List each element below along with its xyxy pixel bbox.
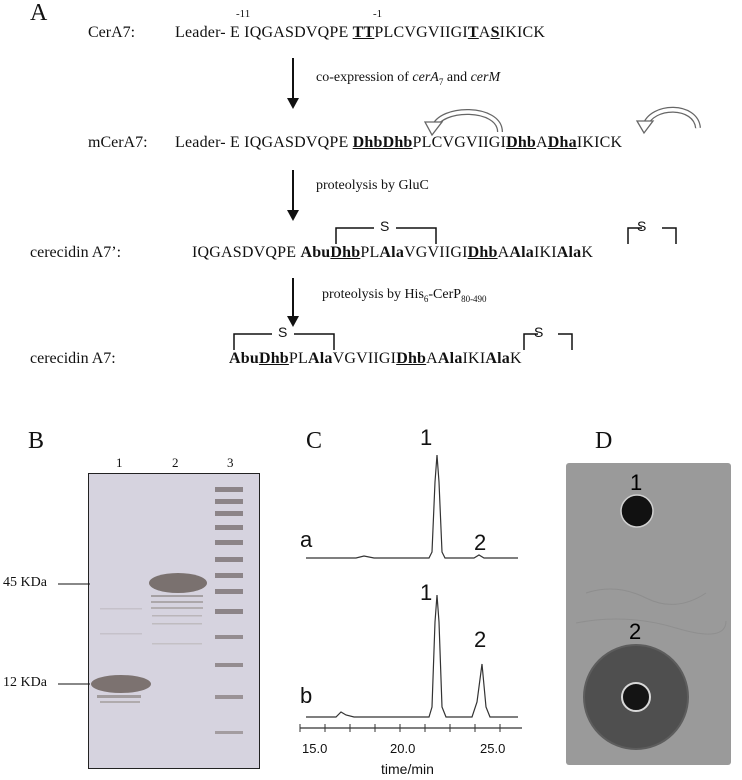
marker-12kda: 12 KDa xyxy=(3,675,47,690)
peak-label-1: 1 xyxy=(420,425,433,450)
modified-precursor-sequence: Leader- E IQGASDVQPE DhbDhbPLCVGVIIGIDhbADhaIKICK xyxy=(175,134,623,151)
marker-ticks xyxy=(58,575,92,695)
agar-diffusion-plate xyxy=(566,463,731,765)
precursor-name: CerA7: xyxy=(88,24,136,41)
trace-label-a: a xyxy=(300,527,313,552)
peak-label-1: 1 xyxy=(420,580,433,605)
bridge-s-label: S xyxy=(380,218,390,234)
sds-page-gel xyxy=(88,473,260,769)
panel-label-a: A xyxy=(30,0,48,26)
step-arrow-2 xyxy=(286,170,300,222)
bridge-s-label: S xyxy=(637,218,647,234)
peak-label-2: 2 xyxy=(474,530,487,555)
mature-peptide-name: cerecidin A7: xyxy=(30,350,116,367)
x-tick-20: 20.0 xyxy=(390,741,416,756)
well-label-2: 2 xyxy=(629,619,642,644)
bridge-s-label: S xyxy=(278,324,288,340)
modified-precursor-name: mCerA7: xyxy=(88,134,148,151)
panel-label-b: B xyxy=(28,428,45,454)
step-gluc-label: proteolysis by GluC xyxy=(316,178,429,193)
panel-label-c: C xyxy=(306,428,323,454)
panel-label-d: D xyxy=(595,428,613,454)
lane-label-2: 2 xyxy=(172,455,179,470)
bridge-s-label: S xyxy=(534,324,544,340)
step-arrow-1 xyxy=(286,58,300,110)
position-minus-11: -11 xyxy=(236,8,251,20)
peak-label-2: 2 xyxy=(474,627,487,652)
well-label-1: 1 xyxy=(630,470,643,495)
intermediate-peptide-sequence: IQGASDVQPE AbuDhbPLAlaVGVIIGIDhbAAlaIKIAlaK xyxy=(192,244,594,261)
step-cerp-label: proteolysis by His$_6$-CerP$_{80-490}$ xyxy=(322,287,487,304)
trace-label-b: b xyxy=(300,683,313,708)
thioether-bridges-row3 xyxy=(330,212,730,248)
step-coexpression-label: co-expression of cerA$_7$ and cerM xyxy=(316,70,501,87)
intermediate-peptide-name: cerecidin A7’: xyxy=(30,244,122,261)
x-tick-25: 25.0 xyxy=(480,741,506,756)
trace-b xyxy=(306,595,518,717)
x-tick-15: 15.0 xyxy=(302,741,328,756)
dehydration-arcs xyxy=(420,102,720,136)
lane-label-1: 1 xyxy=(116,455,123,470)
x-axis-label: time/min xyxy=(381,761,434,777)
mature-peptide-sequence: AbuDhbPLAlaVGVIIGIDhbAAlaIKIAlaK xyxy=(229,350,522,367)
position-minus-1: -1 xyxy=(373,8,383,20)
hplc-chromatograms xyxy=(296,452,528,762)
thioether-bridges-row4 xyxy=(228,318,628,354)
precursor-sequence: Leader- E IQGASDVQPE TTPLCVGVIIGITASIKICK xyxy=(175,24,546,41)
marker-45kda: 45 KDa xyxy=(3,575,47,590)
lane-label-3: 3 xyxy=(227,455,234,470)
